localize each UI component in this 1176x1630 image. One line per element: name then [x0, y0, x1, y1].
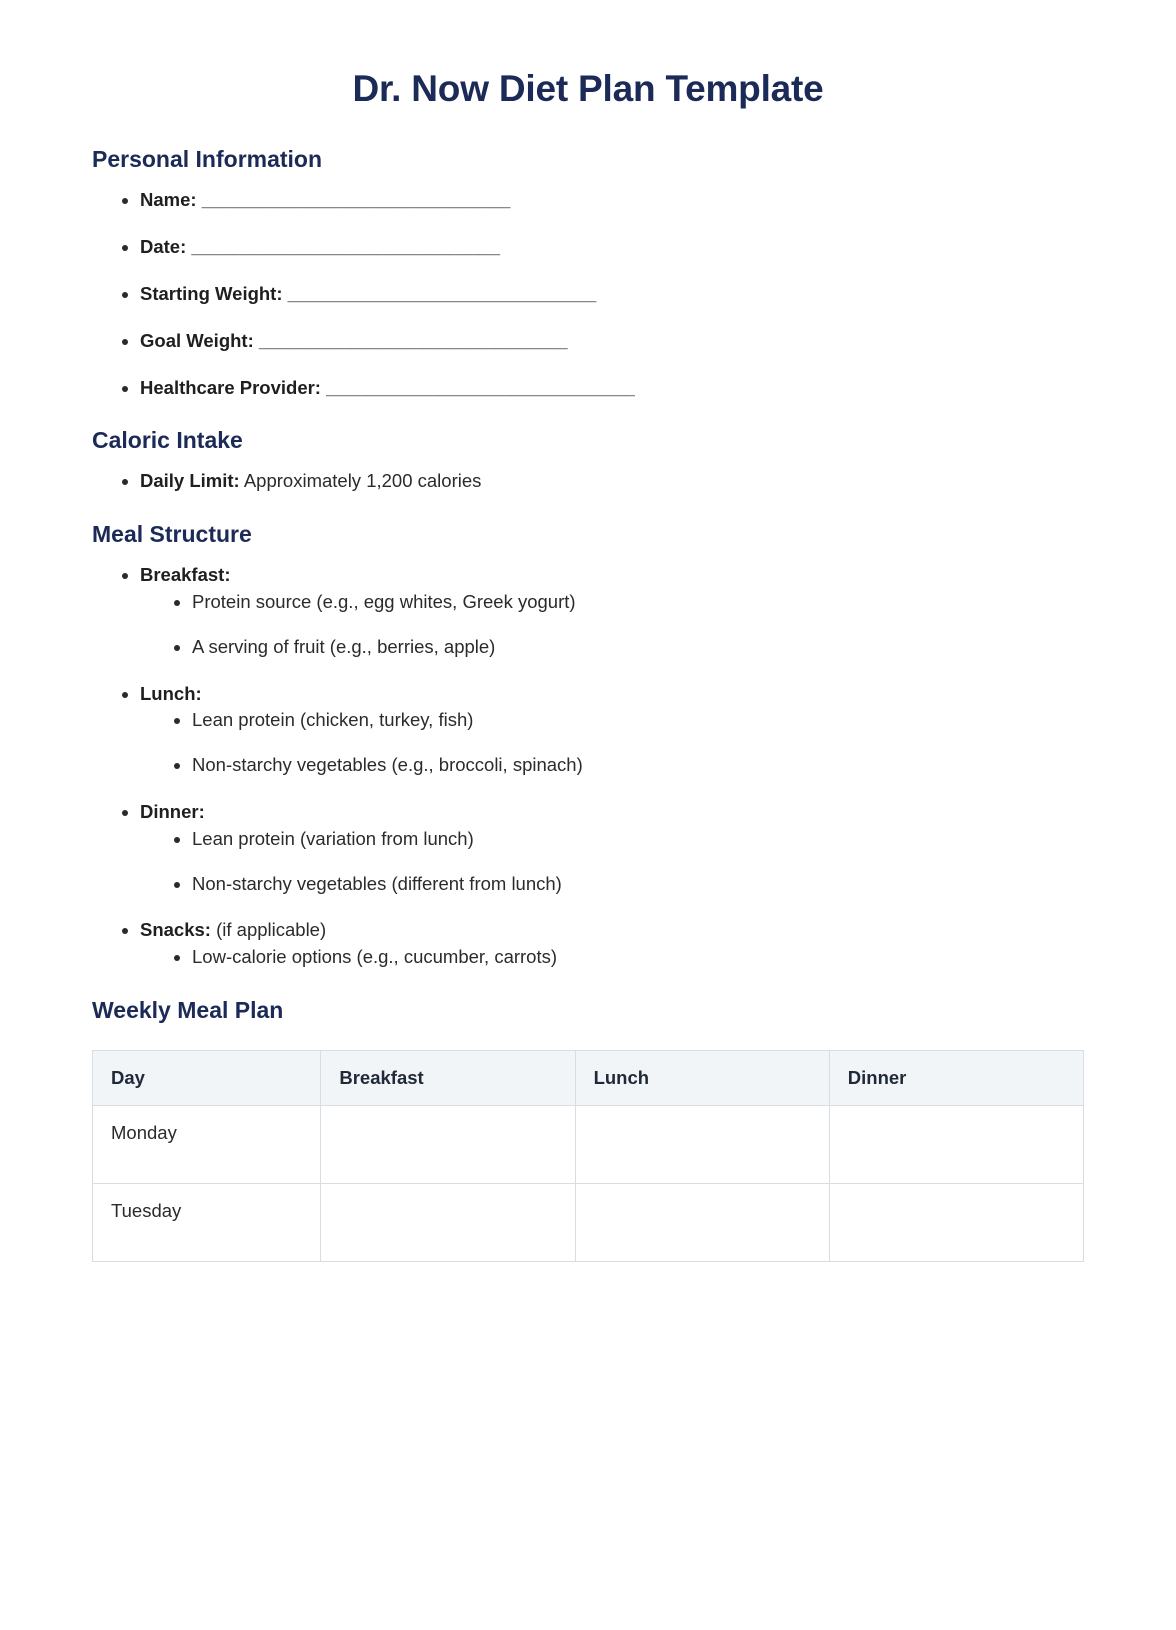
list-item	[140, 562, 1084, 660]
field-label: Goal Weight:	[140, 329, 254, 351]
column-header-dinner: Dinner	[829, 1051, 1083, 1106]
section-heading-weekly-meal-plan: Weekly Meal Plan	[92, 997, 284, 1024]
field-label: Healthcare Provider:	[140, 376, 321, 398]
list-item: • Low-calorie options (e.g., cucumber, carrots)	[192, 944, 1084, 971]
cell-dinner[interactable]	[829, 1184, 1083, 1262]
column-header-lunch: Lunch	[575, 1051, 829, 1106]
list-item	[140, 187, 1084, 214]
field-blank-line[interactable]: ______________________________	[201, 189, 511, 211]
cell-breakfast[interactable]	[321, 1184, 575, 1262]
section-heading-meal-structure: Meal Structure	[92, 521, 252, 548]
cell-lunch[interactable]	[575, 1106, 829, 1184]
field-label: Name:	[140, 189, 197, 211]
caloric-intake-list	[92, 468, 1084, 495]
field-label: Starting Weight:	[140, 282, 283, 304]
list-item: • Protein source (e.g., egg whites, Greek yogurt)	[192, 589, 1084, 616]
cell-lunch[interactable]	[575, 1184, 829, 1262]
table-row	[93, 1106, 1084, 1184]
column-header-day: Day	[93, 1051, 321, 1106]
cell-day: Monday	[93, 1106, 321, 1184]
cell-dinner[interactable]	[829, 1106, 1083, 1184]
meal-group-label: Lunch:	[140, 682, 202, 704]
section-heading-personal-information: Personal Information	[92, 146, 323, 173]
weekly-meal-plan-table	[92, 1050, 1084, 1262]
list-item	[140, 281, 1084, 308]
field-blank-line[interactable]: ______________________________	[258, 329, 568, 351]
list-item	[140, 328, 1084, 355]
meal-group-items	[140, 589, 1084, 661]
meal-group-items	[140, 707, 1084, 779]
cell-breakfast[interactable]	[321, 1106, 575, 1184]
page-bottom-spacer	[92, 1262, 1084, 1382]
table-row	[93, 1184, 1084, 1262]
meal-group-suffix: (if applicable)	[210, 919, 327, 941]
meal-structure-list	[92, 562, 1084, 971]
list-item: • A serving of fruit (e.g., berries, apple)	[192, 634, 1084, 661]
list-item: • Non-starchy vegetables (e.g., broccoli, spinach)	[192, 752, 1084, 779]
field-blank-line[interactable]: ______________________________	[287, 282, 597, 304]
daily-limit-label: Daily Limit:	[140, 470, 240, 492]
section-heading-caloric-intake: Caloric Intake	[92, 427, 243, 454]
list-item	[140, 799, 1084, 897]
field-blank-line[interactable]: ______________________________	[191, 236, 501, 258]
meal-group-label: Breakfast:	[140, 564, 231, 586]
list-item: • Non-starchy vegetables (different from lunch)	[192, 871, 1084, 898]
meal-group-label: Dinner:	[140, 801, 205, 822]
field-label: Date:	[140, 236, 187, 258]
list-item: • Lean protein (variation from lunch)	[192, 826, 1084, 853]
meal-group-label: Snacks:	[140, 919, 211, 941]
table-header-row	[93, 1051, 1084, 1106]
list-item	[140, 375, 1084, 402]
list-item: • Lean protein (chicken, turkey, fish)	[192, 707, 1084, 734]
list-item	[140, 234, 1084, 261]
meal-group-items	[140, 944, 1084, 971]
personal-information-list	[92, 187, 1084, 401]
page-title: Dr. Now Diet Plan Template	[352, 68, 824, 109]
field-blank-line[interactable]: ______________________________	[326, 376, 635, 398]
meal-group-items	[140, 826, 1084, 898]
list-item	[140, 468, 1084, 495]
list-item	[140, 917, 1084, 971]
daily-limit-value: Approximately 1,200 calories	[243, 470, 482, 492]
list-item	[140, 681, 1084, 779]
column-header-breakfast: Breakfast	[321, 1051, 575, 1106]
cell-day: Tuesday	[93, 1184, 321, 1262]
